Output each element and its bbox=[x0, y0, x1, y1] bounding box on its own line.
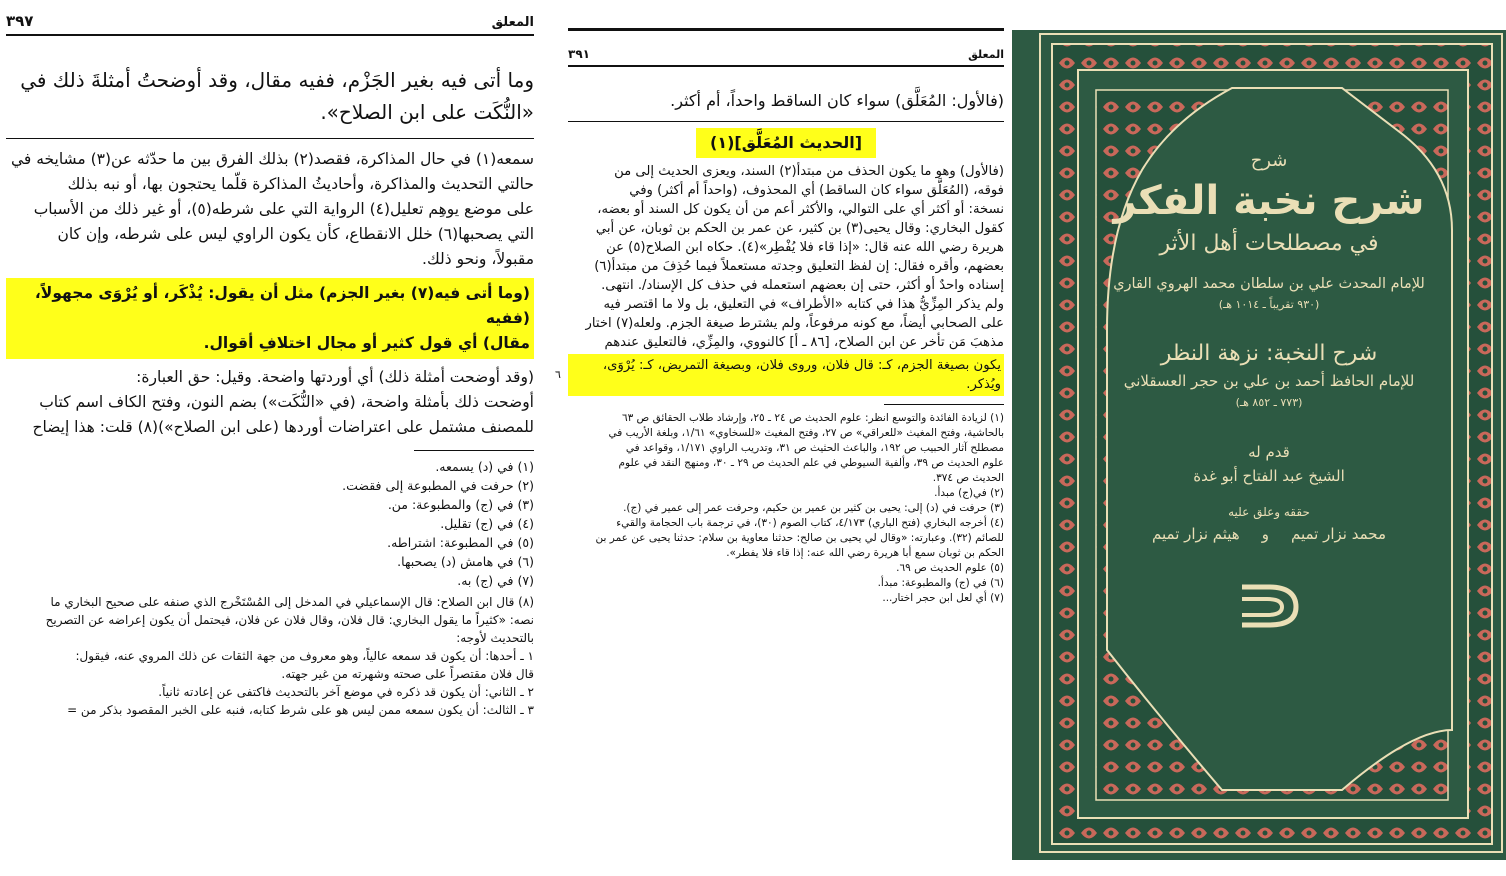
footnote: (٣) في (ج) والمطبوعة: من. bbox=[387, 497, 534, 512]
cover-second-author: للإمام الحافظ أحمد بن علي بن حجر العسقلاني bbox=[1123, 372, 1415, 390]
book-cover bbox=[1012, 30, 1506, 860]
page-number: ٣٩١ bbox=[568, 47, 590, 61]
cover-title: شرح نخبة الفكر bbox=[1113, 178, 1425, 224]
footnote-line: (٦) في (ج) والمطبوعة: مبدأ. bbox=[877, 577, 1004, 589]
footnote: (٥) في المطبوعة: اشتراطه. bbox=[387, 535, 534, 550]
footnote-line: (١) لزيادة الفائدة والتوسع انظر: علوم الحديث ص ٢٤ ـ ٢٥، وإرشاد طلاب الحقائق ص ٦٣ bbox=[621, 412, 1004, 424]
page-number: ٣٩٧ bbox=[6, 12, 34, 30]
footnote: (٤) في (ج) تقليل. bbox=[440, 516, 534, 531]
footnote-line: ٢ ـ الثاني: أن يكون قد ذكره في موضع آخر بالتحديث فاكتفى عن إعادته ثانياً. bbox=[158, 685, 534, 699]
commentary-line: سمعه(١) في حال المذاكرة، فقصد(٢) بذلك الفرق بين ما حدّثه عن(٣) مشايخه في bbox=[10, 150, 534, 168]
section-heading-row bbox=[568, 128, 1004, 158]
body-line: يكون بصيغة الجزم، كـ: قال فلان، وروى فلان، وبصيغة التمريض، كـ: يُرْوَى، bbox=[602, 358, 1001, 373]
cover-author-dates: (٩٣٠ تقريباً ـ ١٠١٤ هـ) bbox=[1218, 298, 1320, 311]
commentary-line: (وقد أوضحت أمثلة ذلك) أي أوردتها واضحة. وقيل: حق العبارة: bbox=[136, 368, 534, 386]
footnote-8 bbox=[6, 593, 534, 719]
footnote-rule bbox=[414, 450, 534, 451]
footnote: (٧) في (ج) به. bbox=[457, 573, 534, 588]
body-line: بعضهم، وأقره فقال: إن لفظ التعليق وجدته مستعملاً فيما حُذِفَ من مبتدأ(٦) bbox=[594, 259, 1004, 274]
body-line: على الصحابي أيضاً، مع كونه مرفوعاً، ولم يشترط صيغة الجزم. ولعله(٧) اختار bbox=[585, 316, 1004, 331]
highlighted-text bbox=[10, 281, 530, 356]
matn-text: (فالأول: المُعَلَّق) سواء كان الساقط واحداً، أم أكثر. bbox=[568, 89, 1004, 122]
cover-sharh-label: شرح bbox=[1250, 150, 1288, 171]
footnote-line: بالتحديث لأوجه: bbox=[456, 631, 534, 645]
running-title: المعلق bbox=[968, 48, 1004, 61]
highlighted-line: (وما أتى فيه(٧) بغير الجزم) مثل أن يقول: يُذْكَر، أو يُرْوَى مجهولاً، (ففيه bbox=[34, 284, 530, 327]
body-line: ولم يذكر المِزِّيُّ هذا في كتابه «الأطراف» في التعليق، بل ولا ما اقتصر فيه bbox=[603, 297, 1004, 312]
body-text bbox=[568, 162, 1004, 352]
footnote: (١) في (د) يسمعه. bbox=[435, 459, 534, 474]
commentary-line: للمصنف مشتمل على اعتراضات أوردها (على ابن الصلاح»)(٨) قلت: هذا إيضاح bbox=[32, 418, 534, 436]
cover-and: و bbox=[1261, 525, 1269, 543]
cover-intro-by: الشيخ عبد الفتاح أبو غدة bbox=[1193, 467, 1345, 485]
commentary-line: التي يصحبها(٦) خلل الانقطاع، كأن يكون الراوي ليس على شرطه، وإن كان bbox=[57, 225, 534, 243]
body-line: هريرة رضي الله عنه قال: «إذا قاء فلا يُفْطِر»(٤). حكاه ابن الصلاح(٥) عن bbox=[606, 240, 1004, 255]
footnote-line: (٨) قال ابن الصلاح: قال الإسماعيلي في المدخل إلى المُسْتَخْرج الذي صنفه على صحيح البخاري ما bbox=[50, 595, 534, 609]
footnote-line: بالحاشية، وفتح المغيث «للعراقي» ص ٢٧، وفتح المغيث «للسخاوي» ١/٦١، وبلغة الأريب في bbox=[608, 427, 1004, 439]
highlight bbox=[568, 354, 1004, 396]
cover-editors-label: حققه وعلق عليه bbox=[1228, 505, 1310, 519]
footnote-line: (٢) في(ج) مبدأ. bbox=[934, 487, 1004, 499]
footnote-line: (٧) أي لعل ابن حجر اختار... bbox=[882, 592, 1004, 604]
commentary-line: حالتي التحديث والمذاكرة، وأحاديثُ المذاكرة قلّما يحتجون بها، أو نبه بذلك bbox=[67, 175, 534, 193]
body-line: نسخة: أو أكثر أي على التوالي، والأكثر أعم من أن يكون كل السند أو بعضه، bbox=[597, 202, 1004, 217]
footnote: (٢) حرفت في المطبوعة إلى فقضت. bbox=[342, 478, 534, 493]
body-line: مذهبَ مَن تأخر عن ابن الصلاح، [٨٦ ـ أ] كالنووي، والمِزِّي، فالتعليق عندهم bbox=[604, 335, 1004, 350]
footnote-line: ٣ ـ الثالث: أن يكون سمعه ممن ليس هو على شرط كتابه، فنبه على الخبر المقصود بذكر من = bbox=[67, 703, 534, 717]
footnote-line: علوم الحديث ص ٣٩، وألفية السيوطي في علم الحديث ص ٢٩ ـ ٣٠، ومنهج النقد في علوم bbox=[618, 457, 1004, 469]
footnotes bbox=[568, 411, 1004, 606]
running-title: المعلق bbox=[491, 15, 534, 30]
cover-author: للإمام المحدث علي بن سلطان محمد الهروي القاري bbox=[1113, 276, 1425, 292]
cover-subtitle: في مصطلحات أهل الأثر bbox=[1159, 231, 1379, 256]
footnote-line: (٤) أخرجه البخاري (فتح الباري) ٤/١٧٣، كتاب الصوم (٣٠)، في ترجمة باب الحجامة والقيء bbox=[616, 517, 1004, 529]
footnote-rule bbox=[884, 404, 1004, 405]
footnote-line: الحديث ص ٣٧٤. bbox=[932, 472, 1004, 484]
cover-editors bbox=[1152, 525, 1386, 543]
body-line: كقول البخاري: وقال يحيى(٣) بن كثير، عن عمر بن الحكم بن ثوبان، عن أبي bbox=[595, 221, 1004, 236]
cover-editor-2: هيثم نزار تميم bbox=[1152, 525, 1240, 543]
footnote: (٦) في هامش (د) يصحبها. bbox=[397, 554, 534, 569]
commentary-line: مقبولاً، ونحو ذلك. bbox=[422, 250, 534, 268]
cover-intro-label: قدم له bbox=[1248, 443, 1290, 461]
publisher-logo-icon bbox=[1234, 579, 1304, 629]
commentary-text bbox=[6, 147, 534, 272]
middle-book-page bbox=[568, 28, 1004, 606]
cover-text-block bbox=[1112, 150, 1426, 629]
body-line: إسناده واحدٌ أو أكثر، حتى إن بعضهم استعمله في حذف كل الإسناد/. انتهى. bbox=[601, 278, 1004, 293]
matn-line: وما أتى فيه بغير الجَزْم، ففيه مقال، وقد أوضحتُ أمثلةَ ذلك في bbox=[20, 68, 534, 92]
commentary-line: أوضحت ذلك بأمثلة واضحة، (في «النُّكَت») بضم النون، وفتح الكاف اسم كتاب bbox=[39, 393, 534, 411]
commentary-line: على موضع يوهِم تعليل(٤) الرواية التي على شرطه(٥)، أو غير ذلك من الأسباب bbox=[33, 200, 534, 218]
matn-line: «النُّكَت على ابن الصلاح». bbox=[320, 100, 534, 124]
body-line: (فالأول) وهو ما يكون الحذف من مبتدأ(٢) السند، ويعزى الحديث إلى من bbox=[614, 164, 1004, 179]
highlight bbox=[6, 278, 534, 359]
left-book-page bbox=[6, 0, 534, 719]
body-line: ويُذكر. bbox=[966, 377, 1001, 392]
cover-editor-1: محمد نزار تميم bbox=[1290, 525, 1386, 543]
commentary-text-2 bbox=[6, 365, 534, 446]
footnote-line: نصه: «كثيراً ما يقول البخاري: قال فلان، وقال فلان عن فلان، فيحتمل أن يكون إعراضه عن التصريح bbox=[45, 613, 534, 627]
matn-text bbox=[6, 64, 534, 139]
footnote-line: ١ ـ أحدها: أن يكون قد سمعه عالياً، وهو معروف من جهة الثقات عن ذلك المروي عنه، فيقول: bbox=[75, 649, 534, 663]
footnotes bbox=[6, 457, 534, 590]
cover-second-title: شرح النخبة: نزهة النظر bbox=[1160, 341, 1378, 366]
highlighted-line: مقال) أي قول كثير أو مجال اختلافِ أقوال. bbox=[203, 334, 530, 352]
page-header bbox=[6, 12, 534, 36]
footnote-line: (٣) حرفت في (د) إلى: يحيى بن كثير بن عمير بن حكيم، وحرفت عمر إلى عمير في (ج). bbox=[623, 502, 1004, 514]
footnote-line: (٥) علوم الحديث ص ٦٩. bbox=[896, 562, 1004, 574]
body-line: فوقه، (المُعَلَّق سواء كان الساقط) أي المحذوف، (واحداً أم أكثر) وفي bbox=[629, 183, 1004, 198]
section-heading: [الحديث المُعَلَّق](١) bbox=[696, 128, 876, 158]
margin-marker: ٦ bbox=[555, 368, 561, 381]
footnote-line: الحكم بن ثوبان سمع أبا هريرة رضي الله عنه: إذا قاء فلا يفطر». bbox=[726, 547, 1004, 559]
footnote-line: مصطلح آثار الحبيب ص ١٩٢، والباعث الحثيث ص ٣١، وتدريب الراوي ١/١٧١، وقواعد في bbox=[625, 442, 1004, 454]
cover-second-dates: (٧٧٣ ـ ٨٥٢ هـ) bbox=[1235, 396, 1303, 409]
page-header bbox=[568, 47, 1004, 67]
footnote-line: للصائم (٣٢). وعبارته: «وقال لي يحيى بن صالح: حدثنا معاوية بن سلام: حدثنا يحيى عن عمر بن bbox=[595, 532, 1004, 544]
footnote-line: قال فلان مقتصراً على صحته وشهرته من غير جهته. bbox=[281, 667, 534, 681]
